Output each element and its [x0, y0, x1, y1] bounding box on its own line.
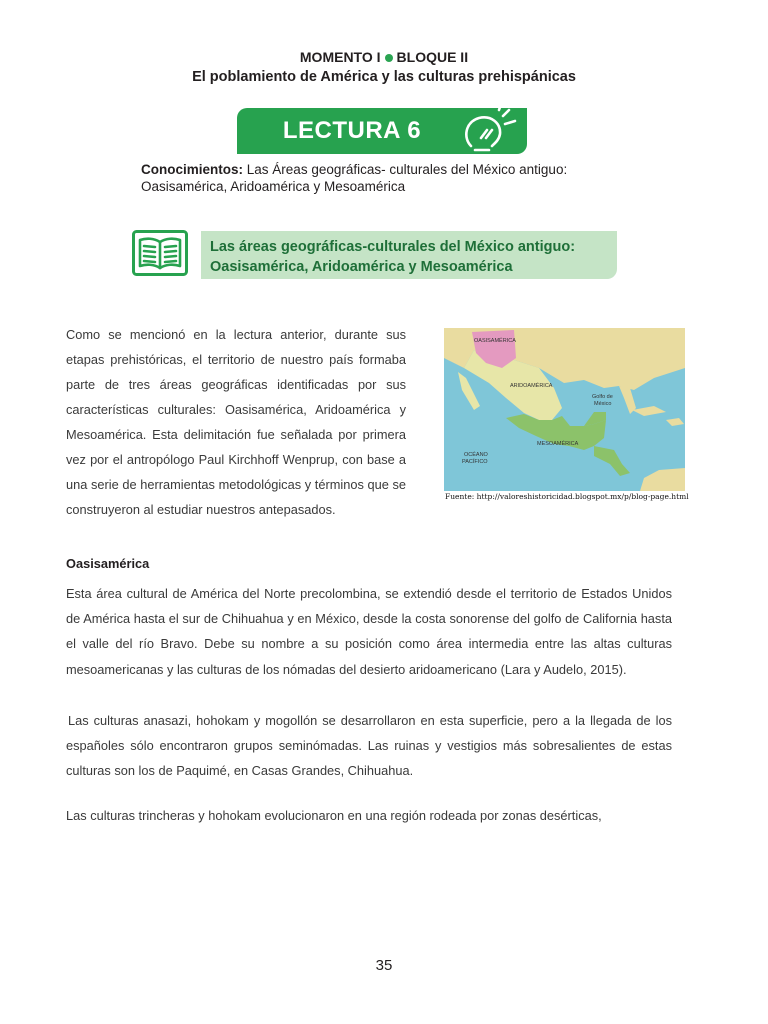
momento-label: MOMENTO I: [299, 49, 381, 65]
bullet-dot-icon: [385, 54, 393, 62]
lectura-label: LECTURA 6: [282, 117, 422, 144]
reading-title: Las áreas geográficas-culturales del México antiguo: Oasisamérica, Aridoamérica y Mesoamérica: [210, 239, 576, 275]
map-label-golfo-1: Golfo de: [592, 394, 613, 400]
intro-paragraph: Como se mencionó en la lectura anterior, durante sus etapas prehistóricas, el territorio de nuestro país formaba parte de tres áreas geográficas identificadas por sus características culturales: Oasisamérica, Aridoamérica y Mesoamérica. Esta delimitación fue señalada por primera vez por el antropólogo Paul Kirchhoff Wenprup, con base a una serie de herramientas metodológicas y términos que se construyeron al estudiar nuestros antepasados.: [66, 327, 406, 517]
map-label-oceano-2: PACÍFICO: [462, 459, 488, 465]
lectura-banner: [237, 108, 527, 154]
header-subtitle: El poblamiento de América y las culturas prehispánicas: [192, 69, 576, 85]
section-paragraph-2: Las culturas anasazi, hohokam y mogollón se desarrollaron en esta superficie, pero a la llegada de los españoles sólo encontraron grupos seminómadas. Las ruinas y vestigios más sobresalientes de estas culturas son los de Paquimé, en Casas Grandes, Chihuahua.: [66, 713, 672, 779]
header-line-1: [0, 48, 768, 67]
map-caption: Fuente: http://valoreshistoricidad.blogspot.mx/p/blog-page.html: [445, 492, 689, 501]
cultural-areas-map: [444, 328, 685, 491]
bloque-label: BLOQUE II: [396, 49, 469, 65]
lightbulb-icon: [459, 108, 521, 154]
section-title: Oasisamérica: [66, 556, 150, 571]
map-label-meso: MESOAMÉRICA: [537, 441, 579, 447]
conocimientos: [141, 161, 641, 195]
map-label-golfo-2: México: [594, 401, 612, 407]
map-label-oasis: OASISAMÉRICA: [474, 338, 516, 344]
page-number: 35: [375, 957, 393, 974]
conocimientos-text: Las Áreas geográficas- culturales del México antiguo: Oasisamérica, Aridoamérica y Mesoamérica: [141, 162, 568, 194]
map-label-oceano-1: OCÉANO: [464, 452, 488, 458]
map-label-arido: ARIDOAMÉRICA: [510, 383, 553, 389]
reading-title-box: [201, 231, 617, 279]
conocimientos-label: Conocimientos:: [141, 162, 244, 177]
section-paragraph-3: Las culturas trincheras y hohokam evolucionaron en una región rodeada por zonas desérticas,: [66, 808, 602, 823]
open-book-icon: [132, 230, 188, 276]
section-paragraph-1: Esta área cultural de América del Norte precolombina, se extendió desde el territorio de Estados Unidos de América hasta el sur de Chihuahua y en México, desde la costa sonorense del golfo de California hasta el valle del río Bravo. Debe su nombre a su posición como área intermedia entre las altas culturas mesoamericanas y las culturas de los nómadas del desierto aridoamericano (Lara y Audelo, 2015).: [66, 586, 672, 677]
page-header: [0, 48, 768, 87]
